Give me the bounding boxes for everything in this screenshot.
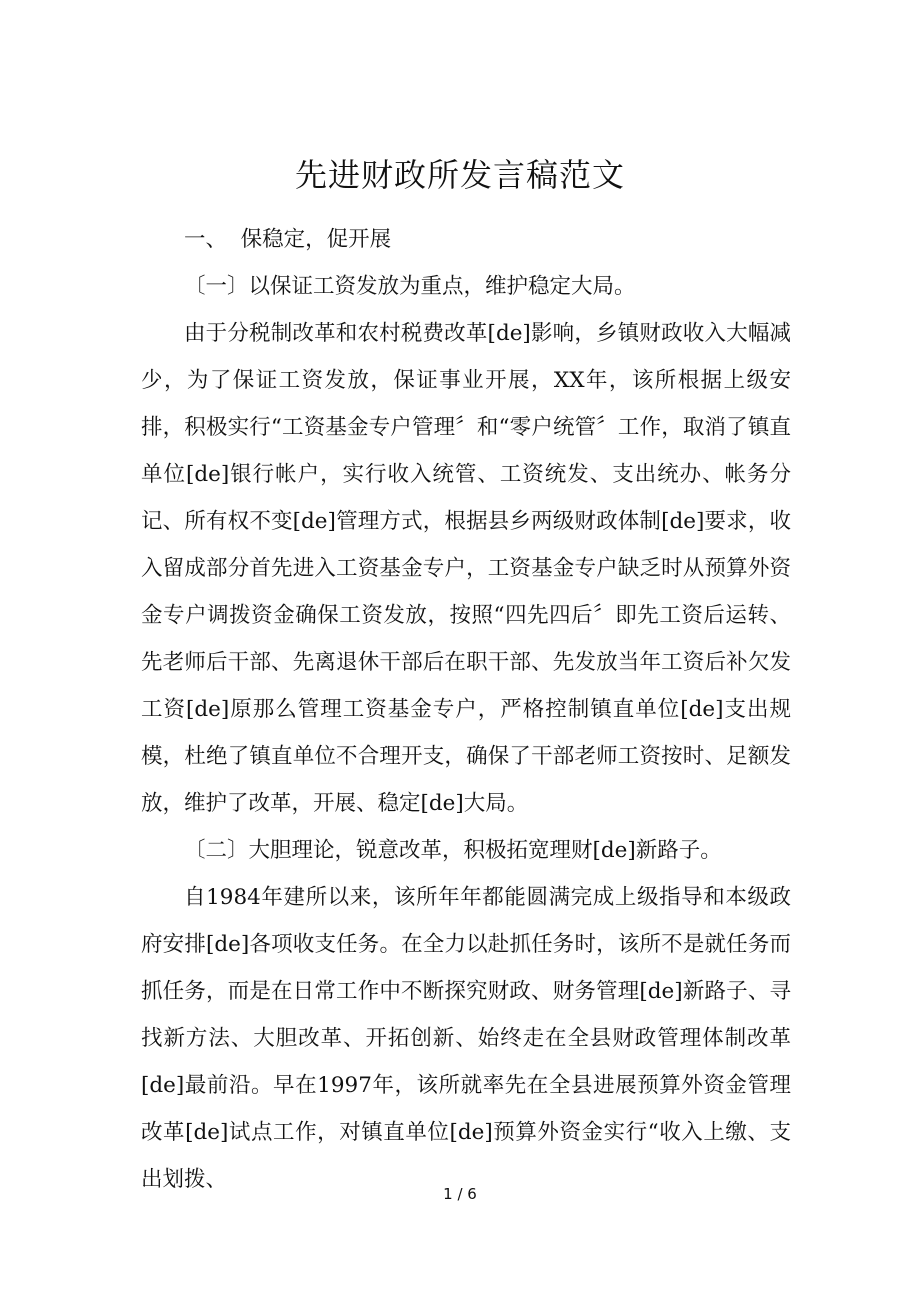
document-body bbox=[141, 216, 791, 1203]
page-number: 1 / 6 bbox=[443, 1185, 477, 1203]
body-paragraph: 由于分税制改革和农村税费改革[de]影响，乡镇财政收入大幅减少，为了保证工资发放，保证事业开展，XX年，该所根据上级安排，积极实行“工资基金专户管理〞和“零户统管〞工作，取消了镇直单位[de]银行帐户，实行收入统管、工资统发、支出统办、帐务分记、所有权不变[de]管理方式，根据县乡两级财政体制[de]要求，收入留成部分首先进入工资基金专户，工资基金专户缺乏时从预算外资金专户调拨资金确保工资发放，按照“四先四后〞即先工资后运转、先老师后干部、先离退休干部后在职干部、先发放当年工资后补欠发工资[de]原那么管理工资基金专户，严格控制镇直单位[de]支出规模，杜绝了镇直单位不合理开支，确保了干部老师工资按时、足额发放，维护了改革，开展、稳定[de]大局。 bbox=[141, 321, 791, 816]
section-heading: 一、 保稳定，促开展 bbox=[184, 227, 392, 252]
subsection-heading: 〔一〕以保证工资发放为重点，维护稳定大局。 bbox=[184, 274, 636, 299]
body-paragraph: 自1984年建所以来，该所年年都能圆满完成上级指导和本级政府安排[de]各项收支任务。在全力以赴抓任务时，该所不是就任务而抓任务，而是在日常工作中不断探究财政、财务管理[de]新路子、寻找新方法、大胆改革、开拓创新、始终走在全县财政管理体制改革[de]最前沿。早在1997年，该所就率先在全县进展预算外资金管理改革[de]试点工作，对镇直单位[de]预算外资金实行“收入上缴、支出划拨、 bbox=[141, 885, 791, 1192]
subsection-heading: 〔二〕大胆理论，锐意改革，积极拓宽理财[de]新路子。 bbox=[184, 838, 722, 863]
document-title: 先进财政所发言稿范文 bbox=[294, 156, 625, 194]
